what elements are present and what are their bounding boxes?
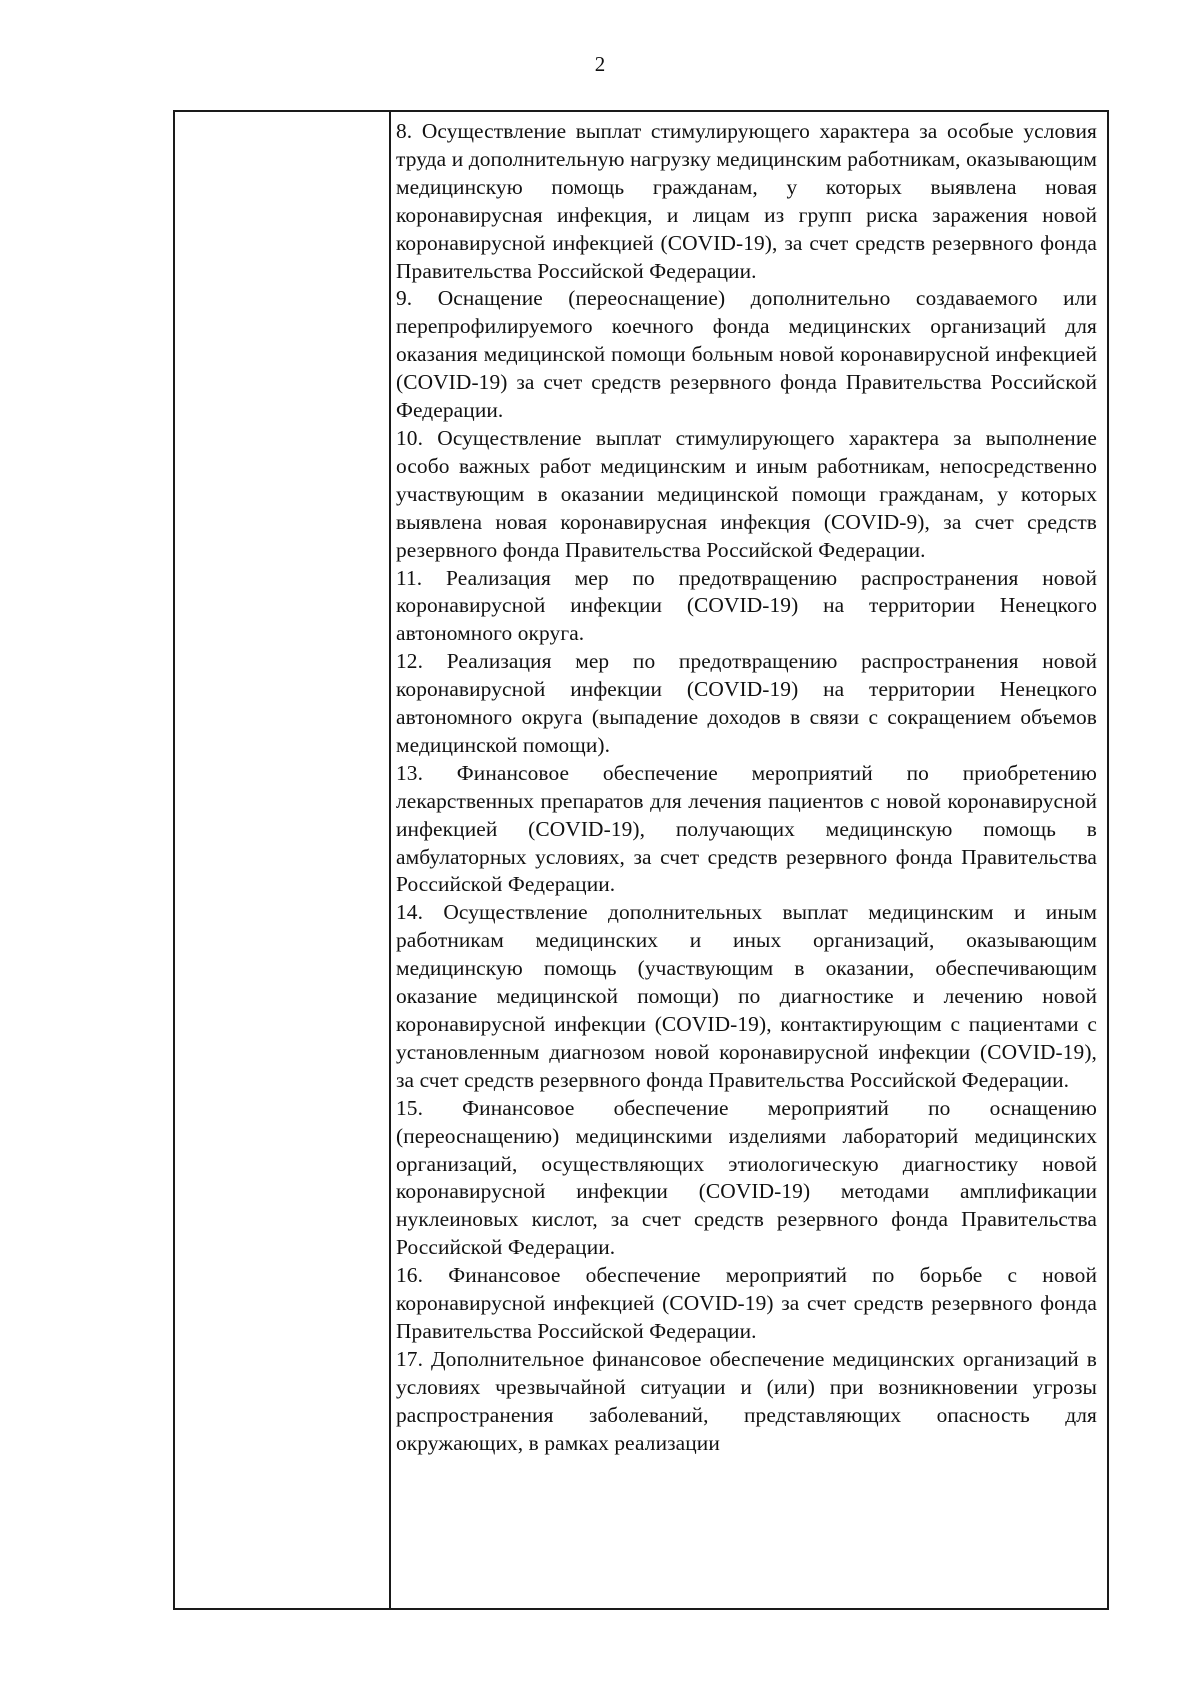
document-table	[173, 110, 1109, 1610]
list-item-8: 8. Осуществление выплат стимулирующего характера за особые условия труда и дополнительную нагрузку медицинским работникам, оказывающим медицинскую помощь гражданам, у которых выявлена новая коронавирусная инфекция, и лицам из групп риска заражения новой коронавирусной инфекцией (COVID-19), за счет средств резервного фонда Правительства Российской Федерации.	[396, 119, 1097, 283]
list-item-17: 17. Дополнительное финансовое обеспечение медицинских организаций в условиях чрезвычайной ситуации и (или) при возникновении угрозы распространения заболеваний, представляющих опасность для окружающих, в рамках реализации	[396, 1346, 1097, 1455]
table-left-cell	[175, 112, 391, 1608]
page-number: 2	[594, 52, 606, 76]
list-item-9: 9. Оснащение (переоснащение) дополнительно создаваемого или перепрофилируемого коечного фонда медицинских организаций для оказания медицинской помощи больным новой коронавирусной инфекцией (COVID-19) за счет средств резервного фонда Правительства Российской Федерации.	[396, 286, 1097, 423]
list-item-16: 16. Финансовое обеспечение мероприятий по борьбе с новой коронавирусной инфекцией (COVID-19) за счет средств резервного фонда Правительства Российской Федерации.	[396, 1263, 1097, 1343]
list-item-10: 10. Осуществление выплат стимулирующего характера за выполнение особо важных работ медицинским и иным работникам, непосредственно участвующим в оказании медицинской помощи гражданам, у которых выявлена новая коронавирусная инфекция (COVID-9), за счет средств резервного фонда Правительства Российской Федерации.	[396, 425, 1097, 562]
list-item-11: 11. Реализация мер по предотвращению распространения новой коронавирусной инфекции (COVID-19) на территории Ненецкого автономного округа.	[396, 565, 1097, 646]
list-item-15: 15. Финансовое обеспечение мероприятий по оснащению (переоснащению) медицинскими изделиями лабораторий медицинских организаций, осуществляющих этиологическую диагностику новой коронавирусной инфекции (COVID-19) методами амплификации нуклеиновых кислот, за счет средств резервного фонда Правительства Российской Федерации.	[396, 1095, 1097, 1260]
table-right-cell	[391, 112, 1107, 1608]
list-item-13: 13. Финансовое обеспечение мероприятий по приобретению лекарственных препаратов для лечения пациентов с новой коронавирусной инфекцией (COVID-19), получающих медицинскую помощь в амбулаторных условиях, за счет средств резервного фонда Правительства Российской Федерации.	[396, 760, 1097, 897]
list-item-14: 14. Осуществление дополнительных выплат медицинским и иным работникам медицинских и иных организаций, оказывающим медицинскую помощь (участвующим в оказании, обеспечивающим оказание медицинской помощи) по диагностике и лечению новой коронавирусной инфекции (COVID-19), контактирующим с пациентами с установленным диагнозом новой коронавирусной инфекции (COVID-19), за счет средств резервного фонда Правительства Российской Федерации.	[396, 900, 1097, 1092]
list-item-12: 12. Реализация мер по предотвращению распространения новой коронавирусной инфекции (COVID-19) на территории Ненецкого автономного округа (выпадение доходов в связи с сокращением объемов медицинской помощи).	[396, 649, 1097, 757]
